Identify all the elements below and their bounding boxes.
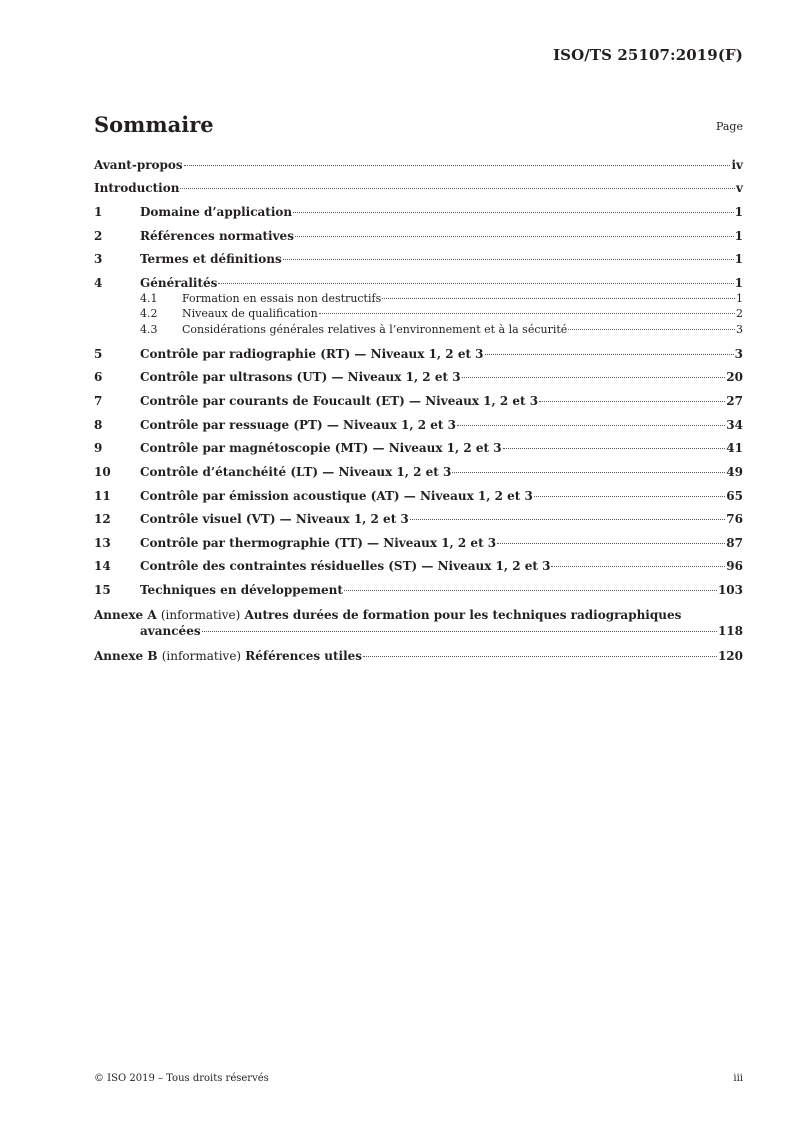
toc-entry-page: 3 (736, 323, 743, 336)
toc-entry-page: 20 (726, 370, 743, 384)
toc-entry-page: 76 (726, 512, 743, 526)
annex-b-title: Références utiles (245, 649, 363, 663)
toc-entry-page: 96 (726, 559, 743, 573)
toc-entry-number: 6 (94, 370, 103, 384)
toc-entry-9[interactable] (94, 441, 743, 455)
toc-entry-page: v (736, 181, 743, 195)
document-id: ISO/TS 25107:2019(F) (553, 46, 743, 64)
toc-entry-number: 13 (94, 536, 111, 550)
toc-entry-1[interactable] (94, 205, 743, 219)
toc-entry-page: 3 (734, 347, 743, 361)
toc-entry-4-2[interactable] (94, 307, 743, 320)
toc-entry-6[interactable] (94, 370, 743, 384)
annex-a-prefix: Annexe A (94, 608, 157, 622)
toc-entry-page: 2 (736, 307, 743, 320)
toc-entry-number: 11 (94, 489, 111, 503)
toc-entry-number: 4.3 (140, 323, 158, 336)
toc-entry-label: Généralités (140, 276, 218, 290)
toc-entry-15[interactable] (94, 583, 743, 597)
dot-leader (539, 401, 725, 402)
dot-leader (410, 519, 726, 520)
page-column-label: Page (715, 120, 743, 133)
toc-entry-12[interactable] (94, 512, 743, 526)
footer-copyright: © ISO 2019 – Tous droits réservés (94, 1073, 269, 1084)
toc-entry-label: Termes et définitions (140, 252, 282, 266)
toc-entry-label: Introduction (94, 181, 180, 195)
dot-leader (283, 259, 734, 260)
toc-entry-8[interactable] (94, 418, 743, 432)
toc-entry-2[interactable] (94, 229, 743, 243)
toc-entry-number: 1 (94, 205, 103, 219)
toc-entry-label: Niveaux de qualification (182, 307, 318, 320)
toc-entry-label: Avant-propos (94, 158, 183, 172)
toc-entry-13[interactable] (94, 536, 743, 550)
dot-leader (457, 425, 725, 426)
toc-entry-3[interactable] (94, 252, 743, 266)
toc-entry-label: Domaine d’application (140, 205, 293, 219)
toc-entry-4[interactable] (94, 276, 743, 290)
toc-entry-number: 4.1 (140, 292, 158, 305)
toc-entry-label: Contrôle des contraintes résiduelles (ST) — Niveaux 1, 2 et 3 (140, 559, 551, 573)
toc-entry-label: Techniques en développement (140, 583, 343, 597)
dot-leader (551, 566, 725, 567)
toc-entry-label: Considérations générales relatives à l’environnement et à la sécurité (182, 323, 568, 336)
footer-page-number: iii (733, 1073, 743, 1084)
toc-title: Sommaire (94, 112, 214, 137)
toc-entry-label: Contrôle par magnétoscopie (MT) — Niveaux 1, 2 et 3 (140, 441, 502, 455)
dot-leader (462, 377, 726, 378)
toc-entry-number: 12 (94, 512, 111, 526)
dot-leader (184, 165, 731, 166)
toc-annex-a-line1[interactable] (94, 608, 743, 622)
toc-entry-label: Contrôle par ultrasons (UT) — Niveaux 1, 2 et 3 (140, 370, 461, 384)
toc-entry-10[interactable] (94, 465, 743, 479)
dot-leader (180, 188, 735, 189)
toc-entry-number: 10 (94, 465, 111, 479)
toc-entry-page: 27 (726, 394, 743, 408)
toc-entry-page: 1 (736, 292, 743, 305)
dot-leader (497, 543, 725, 544)
toc-entry-label: Contrôle par ressuage (PT) — Niveaux 1, 2 et 3 (140, 418, 456, 432)
toc-entry-number: 9 (94, 441, 103, 455)
toc-entry-page: iv (731, 158, 743, 172)
toc-entry-14[interactable] (94, 559, 743, 573)
toc-entry-page: 49 (726, 465, 743, 479)
annex-b-page: 120 (717, 649, 743, 663)
dot-leader (344, 590, 717, 591)
toc-title-row (94, 112, 743, 140)
annex-a-qualifier: (informative) (160, 608, 241, 622)
toc-entry-number: 7 (94, 394, 103, 408)
toc-entry-page: 41 (726, 441, 743, 455)
dot-leader (503, 448, 726, 449)
dot-leader (382, 298, 735, 299)
toc-annex-a-line2[interactable] (94, 624, 743, 638)
toc-entry-label: Contrôle par émission acoustique (AT) — Niveaux 1, 2 et 3 (140, 489, 533, 503)
annex-b-qualifier: (informative) (161, 649, 242, 663)
toc-entry-7[interactable] (94, 394, 743, 408)
toc-entry-foreword[interactable] (94, 158, 743, 172)
toc-annex-b[interactable] (94, 649, 743, 663)
dot-leader (218, 283, 733, 284)
toc-entry-label: Contrôle par courants de Foucault (ET) — Niveaux 1, 2 et 3 (140, 394, 539, 408)
toc-entry-number: 4 (94, 276, 103, 290)
toc-entry-number: 14 (94, 559, 111, 573)
toc-entry-label: Contrôle visuel (VT) — Niveaux 1, 2 et 3 (140, 512, 409, 526)
annex-b-prefix: Annexe B (94, 649, 158, 663)
dot-leader (363, 656, 717, 657)
toc-entry-page: 1 (734, 252, 743, 266)
toc-entry-5[interactable] (94, 347, 743, 361)
toc-entry-number: 4.2 (140, 307, 158, 320)
toc-entry-4-1[interactable] (94, 292, 743, 305)
toc-entry-number: 8 (94, 418, 103, 432)
toc-entry-11[interactable] (94, 489, 743, 503)
toc-entry-number: 5 (94, 347, 103, 361)
toc-entry-page: 1 (734, 229, 743, 243)
toc-entry-number: 3 (94, 252, 103, 266)
toc-entry-page: 87 (726, 536, 743, 550)
toc-entry-label: Contrôle d’étanchéité (LT) — Niveaux 1, 2 et 3 (140, 465, 452, 479)
dot-leader (485, 354, 734, 355)
toc-entry-label: Contrôle par radiographie (RT) — Niveaux 1, 2 et 3 (140, 347, 484, 361)
toc-entry-page: 103 (717, 583, 743, 597)
dot-leader (534, 496, 725, 497)
toc-entry-number: 15 (94, 583, 111, 597)
toc-entry-page: 1 (734, 205, 743, 219)
dot-leader (568, 329, 735, 330)
toc-entry-label: Formation en essais non destructifs (182, 292, 382, 305)
toc-entry-label: Références normatives (140, 229, 294, 243)
toc-entry-4-3[interactable] (94, 323, 743, 336)
toc-entry-introduction[interactable] (94, 181, 743, 195)
toc-entry-page: 65 (726, 489, 743, 503)
annex-a-title-line1: Autres durées de formation pour les techniques radiographiques (244, 608, 682, 622)
dot-leader (452, 472, 725, 473)
annex-a-title-line2: avancées (140, 624, 201, 638)
dot-leader (293, 212, 734, 213)
toc-entry-page: 34 (726, 418, 743, 432)
dot-leader (202, 631, 717, 632)
annex-a-page: 118 (717, 624, 743, 638)
dot-leader (319, 313, 735, 314)
dot-leader (295, 236, 734, 237)
toc-entry-label: Contrôle par thermographie (TT) — Niveaux 1, 2 et 3 (140, 536, 497, 550)
toc-entry-page: 1 (734, 276, 743, 290)
toc-entry-number: 2 (94, 229, 103, 243)
